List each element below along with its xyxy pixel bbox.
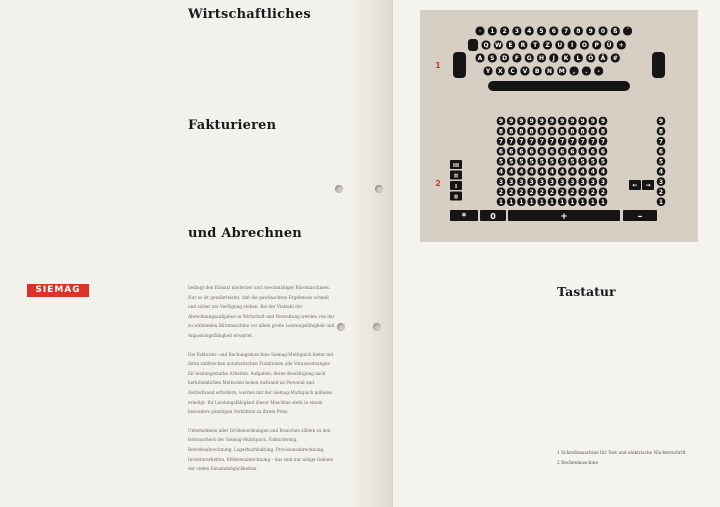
digit-key-label: 5 xyxy=(560,158,565,166)
digit-key-label: 9 xyxy=(498,118,504,126)
digit-key-label: 4 xyxy=(519,168,524,176)
digit-key-label: 2 xyxy=(590,188,595,196)
digit-key-label: 4 xyxy=(560,168,565,176)
digit-key-label: 8 xyxy=(570,128,575,136)
digit-key-label: 3 xyxy=(658,178,664,186)
digit-key-label: 4 xyxy=(580,168,585,176)
typewriter-key-label: F xyxy=(514,55,519,63)
digit-key-label: 1 xyxy=(539,199,544,206)
function-key-label: II xyxy=(453,173,459,180)
digit-key-label: 2 xyxy=(600,188,606,196)
typewriter-key-label: V xyxy=(522,68,528,76)
digit-key-label: 7 xyxy=(519,138,524,146)
typewriter-key-label: Z xyxy=(545,42,550,50)
typewriter-key-label: H xyxy=(538,55,545,63)
typewriter-key-label: 2 xyxy=(502,28,507,36)
typewriter-key-label: 1 xyxy=(490,28,495,36)
typewriter-key-label: Ä xyxy=(600,55,606,63)
digit-key-label: 9 xyxy=(658,118,664,126)
digit-key-label: 8 xyxy=(590,128,595,136)
multiply-key-label: * xyxy=(461,212,467,222)
digit-key-label: 9 xyxy=(509,118,514,126)
typewriter-key-label: N xyxy=(546,68,553,76)
digit-key-label: 7 xyxy=(658,138,664,146)
typewriter-key-label: 4 xyxy=(527,28,532,36)
digit-key-label: 7 xyxy=(498,138,504,146)
punch-hole xyxy=(337,323,345,331)
typewriter-key-label: C xyxy=(510,68,515,76)
digit-key-label: 2 xyxy=(539,188,544,196)
digit-key-label: 7 xyxy=(509,138,514,146)
digit-key-label: 3 xyxy=(498,178,504,186)
digit-key-label: 8 xyxy=(658,128,664,136)
digit-key-label: 4 xyxy=(539,168,544,176)
digit-key-label: 4 xyxy=(570,168,575,176)
digit-key-label: 7 xyxy=(560,138,565,146)
digit-key-label: 3 xyxy=(519,178,524,186)
digit-key-label: 6 xyxy=(498,148,504,156)
typewriter-key-label: Q xyxy=(483,42,489,50)
digit-key-label: 5 xyxy=(539,158,544,166)
body-text xyxy=(188,283,336,483)
digit-key-label: 4 xyxy=(590,168,595,176)
heading-fakturieren: Fakturieren xyxy=(188,118,277,133)
callout-1: 1 xyxy=(435,61,441,70)
typewriter-key-label: - xyxy=(597,68,600,76)
digit-key-label: 3 xyxy=(560,178,565,186)
digit-key-label: 6 xyxy=(549,148,555,156)
digit-key-label: 9 xyxy=(600,118,606,126)
paragraph-1: bedingt den Einsatz moderner und zweckmäßiger Büromaschinen. Nur so ist gewährleistet, daß die gewünschten Ergebnisse schnell und sicher zur Verfügung stehen. Bei der Vielzahl der Abrechnungsaufgaben in Wirtschaft und Verwaltung werden von der zu wählenden Büromaschine vor allem große Leistungsfähigkeit und Anpassungsfähigkeit erwartet. xyxy=(188,285,335,338)
typewriter-key-label: Ü xyxy=(606,42,612,50)
page-title-tastatur: Tastatur xyxy=(557,284,616,299)
digit-key-label: 6 xyxy=(560,148,565,156)
typewriter-key-label: # xyxy=(612,55,618,63)
plus-key-label: + xyxy=(560,212,568,222)
digit-key-label: 3 xyxy=(509,178,514,186)
page-fold xyxy=(355,0,392,507)
punch-hole xyxy=(373,323,381,331)
digit-key-label: 9 xyxy=(519,118,524,126)
digit-key-label: 6 xyxy=(658,148,664,156)
digit-key-label: 1 xyxy=(580,199,585,206)
digit-key-label: 1 xyxy=(560,199,565,206)
zero-key-label: 0 xyxy=(490,212,496,221)
keyboard-illustration xyxy=(420,10,698,242)
typewriter-key-label: T xyxy=(533,42,538,50)
typewriter-key-label: 7 xyxy=(564,28,569,36)
function-key-label: III xyxy=(452,163,460,169)
arrow-key-label: ← xyxy=(632,182,638,189)
digit-key-label: 4 xyxy=(549,168,555,176)
digit-key-label: 8 xyxy=(549,128,555,136)
digit-key-label: 4 xyxy=(600,168,606,176)
digit-key-label: 7 xyxy=(590,138,595,146)
digit-key-label: 2 xyxy=(529,188,534,196)
typewriter-key-label: 0 xyxy=(600,28,606,36)
siemag-logo: SIEMAG xyxy=(27,284,89,297)
typewriter-key-label: Y xyxy=(485,68,491,76)
shift-key-right xyxy=(652,52,665,78)
digit-key-label: 9 xyxy=(560,118,565,126)
digit-key-label: 5 xyxy=(580,158,585,166)
digit-key-label: 8 xyxy=(600,128,606,136)
typewriter-key-label: 3 xyxy=(514,28,519,36)
digit-key-label: 4 xyxy=(498,168,504,176)
digit-key-label: 3 xyxy=(529,178,534,186)
typewriter-key-label: M xyxy=(558,68,565,76)
digit-key-label: 2 xyxy=(519,188,524,196)
paragraph-2: Die Fakturier- und Buchungsmaschine Siemag-Multiquick bietet mit ihren zahlreichen automatischen Funktionen alle Voraussetzungen für leistungsstarke Arbeiten. Aufgaben, deren Bewältigung nach herkömmlichen Methoden hohen Aufwand an Personal und Zeitaufwand erfordern, werden mit der Siemag-Multiquick mühelos erledigt. Ihr Leistungsfähigkeit dieser Maschine steht in einem besonders günstigen Verhältnis zu ihrem Preis. xyxy=(188,351,334,415)
punch-hole xyxy=(335,185,343,193)
digit-key-label: 9 xyxy=(529,118,534,126)
typewriter-key-label: . xyxy=(585,68,588,76)
digit-key-label: 2 xyxy=(549,188,555,196)
typewriter-key-label: + xyxy=(618,42,624,50)
digit-key-label: 3 xyxy=(539,178,544,186)
digit-key-label: 9 xyxy=(570,118,575,126)
typewriter-key-label: P xyxy=(594,42,599,50)
digit-key-label: 2 xyxy=(498,188,504,196)
digit-key-label: 8 xyxy=(539,128,544,136)
typewriter-key-label: X xyxy=(497,68,503,76)
digit-key-label: 8 xyxy=(560,128,565,136)
legend-item-1: 1 Schreibmaschine für Text und elektrische Nüchterschrift xyxy=(557,451,686,456)
digit-key-label: 5 xyxy=(498,158,504,166)
heading-abrechnen: und Abrechnen xyxy=(188,226,302,241)
typewriter-key-label: ß xyxy=(613,28,618,36)
digit-key-label: 7 xyxy=(580,138,585,146)
typewriter-key-label: L xyxy=(576,55,581,63)
space-bar xyxy=(488,81,630,91)
digit-key-label: 1 xyxy=(658,199,664,206)
typewriter-key-label: I xyxy=(570,42,574,50)
digit-key-label: 2 xyxy=(560,188,565,196)
digit-key-label: 6 xyxy=(519,148,524,156)
paragraph-3: Unternehmen aller Größenordnungen und Branchen zählen zu den Gebrauchern der Siemag-Multiquick. Fakturierung, Betriebsabrechnung, Lagerbuchhaltung, Provisionsabrechnung, Inventurarbeiten, Effektenabrechnung – das sind nur einige Gebiete der vielen Einsatzmöglichkeiten. xyxy=(188,427,334,472)
digit-key-label: 9 xyxy=(590,118,595,126)
digit-key-label: 8 xyxy=(529,128,534,136)
digit-key-label: 1 xyxy=(600,199,606,206)
legend-item-2: 2 Rechenmaschine xyxy=(557,460,599,466)
digit-key-label: 7 xyxy=(570,138,575,146)
digit-key-label: 4 xyxy=(529,168,534,176)
digit-key-label: 6 xyxy=(580,148,585,156)
digit-key-label: 5 xyxy=(658,158,664,166)
typewriter-key-label: · xyxy=(478,28,482,36)
typewriter-key-label: 6 xyxy=(551,28,556,36)
digit-key-label: 1 xyxy=(590,199,595,206)
digit-key-label: 6 xyxy=(600,148,606,156)
typewriter-key-label: 8 xyxy=(576,28,581,36)
digit-key-label: 3 xyxy=(600,178,606,186)
digit-key-label: 5 xyxy=(590,158,595,166)
digit-key-label: 5 xyxy=(509,158,514,166)
digit-key-label: 2 xyxy=(580,188,585,196)
digit-key-label: 6 xyxy=(590,148,595,156)
digit-key-label: 6 xyxy=(529,148,534,156)
digit-key-label: 1 xyxy=(549,199,555,206)
digit-key-label: 4 xyxy=(658,168,664,176)
typewriter-key-label: 9 xyxy=(588,28,593,36)
digit-key-label: 3 xyxy=(549,178,555,186)
digit-key-label: 7 xyxy=(529,138,534,146)
digit-key-label: 9 xyxy=(580,118,585,126)
typewriter-key-label: S xyxy=(490,55,495,63)
digit-key-label: 9 xyxy=(539,118,544,126)
digit-key-label: 6 xyxy=(539,148,544,156)
legend xyxy=(557,449,686,468)
digit-key-label: 6 xyxy=(570,148,575,156)
heading-wirtschaftliches: Wirtschaftliches xyxy=(188,7,311,22)
punch-hole xyxy=(375,185,383,193)
digit-key-label: 8 xyxy=(498,128,504,136)
digit-key-label: 8 xyxy=(519,128,524,136)
typewriter-key-label: B xyxy=(534,68,540,76)
callout-2: 2 xyxy=(435,179,441,188)
digit-key-label: 3 xyxy=(590,178,595,186)
function-key-label: I xyxy=(454,184,458,190)
digit-key-label: 5 xyxy=(600,158,606,166)
typewriter-key-label: O xyxy=(581,42,587,50)
digit-key-label: 8 xyxy=(509,128,514,136)
typewriter-key-label: K xyxy=(563,55,569,63)
shift-key-left xyxy=(453,52,466,78)
typewriter-key-label: J xyxy=(552,55,555,63)
typewriter-key-label: A xyxy=(477,55,483,63)
typewriter-key-label: 5 xyxy=(539,28,544,36)
typewriter-key-label: R xyxy=(520,42,526,50)
digit-key-label: 5 xyxy=(519,158,524,166)
arrow-key-label: → xyxy=(645,182,651,189)
typewriter-key-label: G xyxy=(526,55,532,63)
typewriter-key-label: U xyxy=(557,42,563,50)
digit-key-label: 3 xyxy=(570,178,575,186)
digit-key-label: 5 xyxy=(529,158,534,166)
typewriter-key-label: , xyxy=(572,68,576,76)
digit-key-label: 1 xyxy=(519,199,524,206)
function-key-label: 0 xyxy=(454,194,458,201)
digit-key-label: 3 xyxy=(580,178,585,186)
minus-key-label: – xyxy=(637,212,643,222)
digit-key-label: 7 xyxy=(549,138,555,146)
digit-key-label: 5 xyxy=(549,158,555,166)
tab-key xyxy=(468,39,478,51)
keyboard-diagram xyxy=(420,10,698,242)
digit-key-label: 2 xyxy=(509,188,514,196)
digit-key-label: 6 xyxy=(509,148,514,156)
typewriter-key-label: W xyxy=(494,42,502,50)
digit-key-label: 9 xyxy=(549,118,555,126)
typewriter-key-label: Ö xyxy=(588,55,594,63)
digit-key-label: 2 xyxy=(570,188,575,196)
typewriter-key-label: D xyxy=(502,55,508,63)
typewriter-key-label: ´ xyxy=(626,28,630,36)
digit-key-label: 2 xyxy=(658,188,664,196)
digit-key-label: 1 xyxy=(570,199,575,206)
digit-key-label: 7 xyxy=(539,138,544,146)
digit-key-label: 7 xyxy=(600,138,606,146)
digit-key-label: 8 xyxy=(580,128,585,136)
digit-key-label: 1 xyxy=(498,199,504,206)
digit-key-label: 4 xyxy=(509,168,514,176)
digit-key-label: 5 xyxy=(570,158,575,166)
digit-key-label: 1 xyxy=(529,199,534,206)
digit-key-label: 1 xyxy=(509,199,514,206)
typewriter-key-label: E xyxy=(508,42,513,50)
